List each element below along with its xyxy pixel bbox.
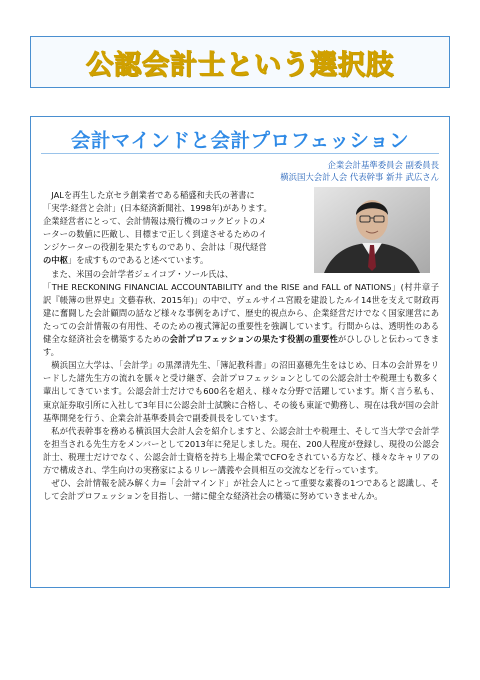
subtitle-divider	[41, 153, 439, 154]
p1-highlight: の中枢	[43, 255, 68, 266]
author-position: 企業会計基準委員会 副委員長	[327, 160, 439, 170]
article-subtitle: 会計マインドと会計プロフェッション	[70, 129, 410, 152]
p1-line-3: 企業経営者にとって、会計情報は飛行機のコックピットのメ	[43, 216, 267, 227]
p2-end: がひしひしと伝わってきます。	[43, 334, 440, 358]
p1-line-6	[43, 254, 303, 267]
paragraph-2	[43, 268, 439, 360]
p1-line-4: ーターの数値に匹敵し、目標まで正しく到達させるためのイ	[43, 229, 268, 240]
author-name: 横浜国大会計人会 代表幹事 新井 武広さん	[280, 172, 439, 182]
p2-highlight: 会計プロフェッションの果たす役割の重要性	[169, 334, 338, 345]
p1-line-1: JALを再生した京セラ創業者である稲盛和夫氏の著書に	[51, 190, 255, 200]
author-info	[280, 159, 439, 183]
p1-line-2: 「実学:経営と会計」(日本経済新聞社、1998年)があります。	[43, 203, 272, 214]
paragraph-1	[43, 189, 303, 268]
p1-line-6-rest: 」を成すものであると述べています。	[67, 255, 209, 266]
paragraph-4: 私が代表幹事を務める横浜国大会計人会を紹介しますと、公認会計士や税理士、そして当大学で会計学を担当される先生方をメンバーとして2013年に発足しました。現在、200人程度が登録し、現役の公認会計士、税理士だけでなく、公認会計士資格を持ち上場企業でCFOをされている方など、様々なキャリアの方で構成され、学生向けの実務家によるリレー講義や会員相互の交流などを行っています。	[43, 425, 439, 475]
paragraph-3: 横浜国立大学は、「会計学」の黒澤清先生、「簿記教科書」の沼田嘉穂先生をはじめ、日本の会計界をリードした諸先生方の流れを脈々と受け継ぎ、会計プロフェッションとしての公認会計士や税理士も数多く輩出してきています。公認会計士だけでも600名を超え、様々な分野で活躍しています。斯く言う私も、東京証券取引所に入社して3年目に公認会計士試験に合格し、その後も東証で勤務し、現在は我が国の会計基準開発を行う、企業会計基準委員会で副委員長をしています。	[43, 360, 439, 423]
p2-rest: 「THE RECKONING FINANCIAL ACCOUNTABILITY and the RISE and FALL of NATIONS」(村井章子訳『帳簿の世界史』文藝春秋、2015年)」の中で、ヴェルサイユ宮殿を建設したルイ14世を支えて財政再建に奮闘した会計顧問の話など様々な事例をあげて、歴史的視点から、企業経営だけでなく国家運営にあたっての会計情報の有用性、そのための複式簿記の重要性を強調しています。行間からは、透明性のある健全な経済社会を構築するための	[43, 281, 439, 345]
page-title: 公認会計士という選択肢	[86, 49, 394, 81]
article-body	[43, 189, 439, 503]
p1-line-5: ンジケーターの役割を果たすものであり、会計は「現代経営	[43, 242, 267, 253]
p2-line-1: また、米国の会計学者ジェイコブ・ソール氏は、	[51, 268, 234, 279]
paragraph-5: ぜひ、会計情報を読み解く力=「会計マインド」が社会人にとって重要な素養の1つであると認識し、そして会計プロフェッションを目指し、一緒に健全な経済社会の構築に努めていきませんか。	[43, 478, 439, 502]
page-title-banner	[30, 36, 450, 88]
article-box	[30, 116, 450, 588]
